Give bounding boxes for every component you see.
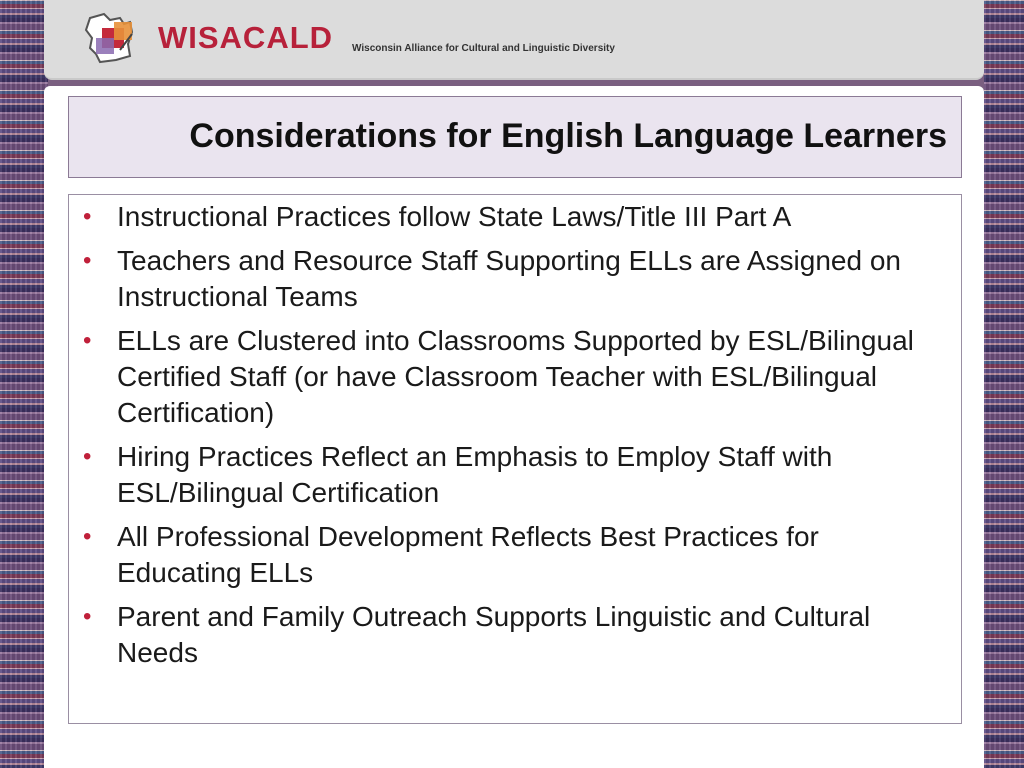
list-item bbox=[77, 599, 951, 671]
bullet-text: All Professional Development Reflects Best Practices for Educating ELLs bbox=[117, 521, 819, 588]
bullet-icon: • bbox=[83, 327, 92, 354]
list-item bbox=[77, 199, 951, 235]
bullet-list bbox=[69, 195, 961, 671]
textile-border-left bbox=[0, 0, 48, 768]
bullet-icon: • bbox=[83, 523, 92, 550]
list-item bbox=[77, 323, 951, 431]
header-banner bbox=[44, 0, 984, 80]
bullet-icon: • bbox=[83, 443, 92, 470]
list-item bbox=[77, 439, 951, 511]
content-box bbox=[68, 194, 962, 724]
brand-name: WISACALD bbox=[158, 20, 334, 55]
bullet-text: Hiring Practices Reflect an Emphasis to Employ Staff with ESL/Bilingual Certification bbox=[117, 441, 833, 508]
bullet-icon: • bbox=[83, 603, 92, 630]
bullet-text: ELLs are Clustered into Classrooms Supported by ESL/Bilingual Certified Staff (or have Classroom Teacher with ESL/Bilingual Certification) bbox=[117, 325, 914, 428]
title-box bbox=[68, 96, 962, 178]
bullet-text: Teachers and Resource Staff Supporting ELLs are Assigned on Instructional Teams bbox=[117, 245, 901, 312]
list-item bbox=[77, 243, 951, 315]
bullet-text: Instructional Practices follow State Laws/Title III Part A bbox=[117, 201, 792, 232]
bullet-icon: • bbox=[83, 203, 92, 230]
textile-border-right bbox=[984, 0, 1024, 768]
list-item bbox=[77, 519, 951, 591]
slide-title: Considerations for English Language Learners bbox=[189, 117, 947, 155]
wisconsin-map-logo-icon bbox=[80, 10, 144, 68]
bullet-icon: • bbox=[83, 247, 92, 274]
brand-tagline: Wisconsin Alliance for Cultural and Linguistic Diversity bbox=[352, 43, 615, 54]
bullet-text: Parent and Family Outreach Supports Linguistic and Cultural Needs bbox=[117, 601, 871, 668]
slide-body bbox=[44, 86, 984, 768]
